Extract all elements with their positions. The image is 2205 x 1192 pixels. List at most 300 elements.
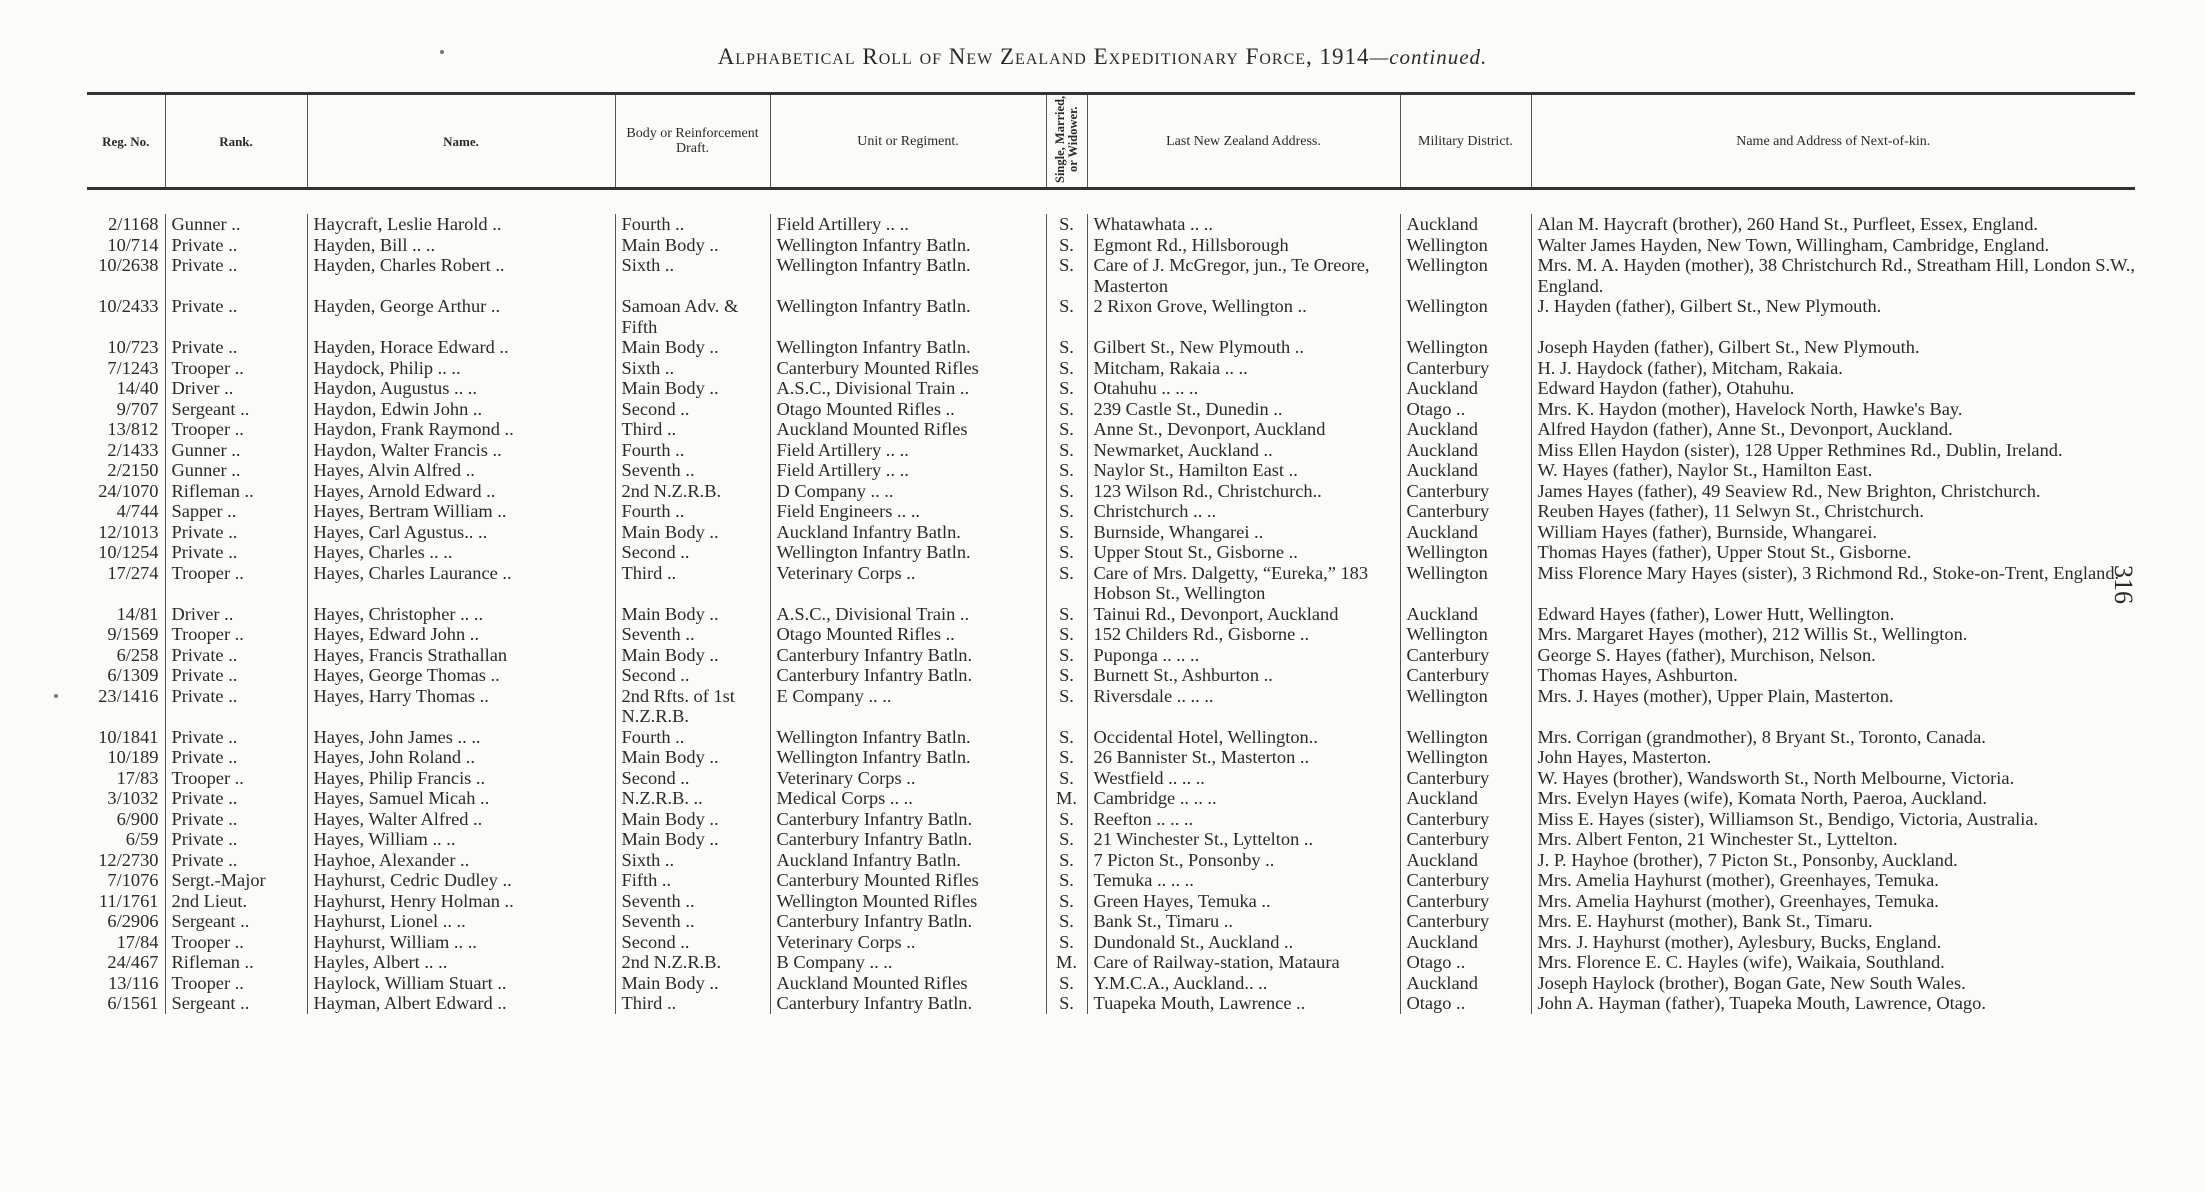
rank-cell: Private .. (165, 665, 307, 686)
kin-cell: Mrs. Albert Fenton, 21 Winchester St., Lyttelton. (1537, 829, 1898, 849)
roll-body (87, 189, 2135, 1014)
header-row (87, 94, 2135, 189)
rank-cell: Private .. (165, 522, 307, 543)
table-row (87, 788, 2135, 809)
marital-cell: S. (1046, 727, 1087, 748)
rank-cell: Private .. (165, 645, 307, 666)
kin-cell: Alan M. Haycraft (brother), 260 Hand St., Purfleet, Essex, England. (1537, 214, 2039, 234)
address-cell: Gilbert St., New Plymouth .. (1087, 337, 1400, 358)
district-cell: Wellington (1400, 255, 1531, 296)
address-cell: Anne St., Devonport, Auckland (1087, 419, 1400, 440)
unit-cell: Auckland Infantry Batln. (770, 850, 1046, 871)
page-title (0, 44, 2205, 70)
address-cell: Upper Stout St., Gisborne .. (1087, 542, 1400, 563)
unit-cell: A.S.C., Divisional Train .. (770, 378, 1046, 399)
table-row (87, 460, 2135, 481)
body-cell: Second .. (615, 932, 770, 953)
marital-cell: S. (1046, 686, 1087, 727)
body-cell: Fourth .. (615, 440, 770, 461)
district-cell: Auckland (1400, 522, 1531, 543)
district-cell: Wellington (1400, 747, 1531, 768)
name-cell: Hayes, Arnold Edward .. (307, 481, 615, 502)
rank-cell: Trooper .. (165, 419, 307, 440)
header-body: Body or Reinforcement Draft. (615, 94, 770, 189)
name-cell: Haydon, Walter Francis .. (307, 440, 615, 461)
reg-no-cell: 2/2150 (87, 460, 165, 481)
marital-cell: S. (1046, 296, 1087, 337)
marital-cell: S. (1046, 809, 1087, 830)
district-cell: Auckland (1400, 419, 1531, 440)
district-cell: Auckland (1400, 440, 1531, 461)
rank-cell: Gunner .. (165, 460, 307, 481)
unit-cell: E Company .. .. (770, 686, 1046, 727)
unit-cell: Field Artillery .. .. (770, 214, 1046, 235)
reg-no-cell: 12/1013 (87, 522, 165, 543)
marital-cell: S. (1046, 214, 1087, 235)
header-marital (1046, 94, 1087, 189)
reg-no-cell: 6/59 (87, 829, 165, 850)
body-cell: 2nd Rfts. of 1st N.Z.R.B. (615, 686, 770, 727)
rank-cell: Sergeant .. (165, 399, 307, 420)
reg-no-cell: 17/83 (87, 768, 165, 789)
name-cell: Haydon, Frank Raymond .. (307, 419, 615, 440)
district-cell: Wellington (1400, 624, 1531, 645)
header-name: Name. (307, 94, 615, 189)
reg-no-cell: 23/1416 (87, 686, 165, 727)
reg-no-cell: 9/1569 (87, 624, 165, 645)
table-row (87, 829, 2135, 850)
unit-cell: Veterinary Corps .. (770, 932, 1046, 953)
header-unit: Unit or Regiment. (770, 94, 1046, 189)
unit-cell: Canterbury Mounted Rifles (770, 870, 1046, 891)
unit-cell: Field Engineers .. .. (770, 501, 1046, 522)
name-cell: Haylock, William Stuart .. (307, 973, 615, 994)
district-cell: Canterbury (1400, 358, 1531, 379)
district-cell: Wellington (1400, 296, 1531, 337)
header-reg-no: Reg. No. (87, 94, 165, 189)
marital-cell: S. (1046, 337, 1087, 358)
kin-cell: Mrs. K. Haydon (mother), Havelock North, Hawke's Bay. (1537, 398, 1963, 419)
marital-cell: S. (1046, 255, 1087, 296)
address-cell: Tuapeka Mouth, Lawrence .. (1087, 993, 1400, 1014)
body-cell: Samoan Adv. & Fifth (615, 296, 770, 337)
unit-cell: Auckland Mounted Rifles (770, 973, 1046, 994)
unit-cell: Canterbury Infantry Batln. (770, 645, 1046, 666)
district-cell: Wellington (1400, 235, 1531, 256)
rank-cell: Trooper .. (165, 973, 307, 994)
district-cell: Auckland (1400, 378, 1531, 399)
marital-cell: S. (1046, 542, 1087, 563)
unit-cell: Medical Corps .. .. (770, 788, 1046, 809)
district-cell: Canterbury (1400, 891, 1531, 912)
body-cell: Main Body .. (615, 809, 770, 830)
marital-cell: S. (1046, 358, 1087, 379)
title-continued: —continued. (1369, 45, 1488, 69)
body-cell: Seventh .. (615, 911, 770, 932)
name-cell: Hayhurst, Lionel .. .. (307, 911, 615, 932)
rank-cell: Sergeant .. (165, 911, 307, 932)
district-cell: Auckland (1400, 932, 1531, 953)
name-cell: Hayden, Charles Robert .. (307, 255, 615, 296)
address-cell: 152 Childers Rd., Gisborne .. (1087, 624, 1400, 645)
reg-no-cell: 6/1561 (87, 993, 165, 1014)
rank-cell: Driver .. (165, 604, 307, 625)
kin-cell: W. Hayes (father), Naylor St., Hamilton East. (1537, 460, 1873, 480)
table-row (87, 993, 2135, 1014)
district-cell: Canterbury (1400, 481, 1531, 502)
district-cell: Canterbury (1400, 645, 1531, 666)
reg-no-cell: 10/2433 (87, 296, 165, 337)
body-cell: Main Body .. (615, 645, 770, 666)
reg-no-cell: 24/1070 (87, 481, 165, 502)
name-cell: Haydon, Augustus .. .. (307, 378, 615, 399)
district-cell: Auckland (1400, 604, 1531, 625)
header-kin: Name and Address of Next-of-kin. (1531, 94, 2135, 189)
address-cell: Newmarket, Auckland .. (1087, 440, 1400, 461)
district-cell: Wellington (1400, 727, 1531, 748)
name-cell: Hayhoe, Alexander .. (307, 850, 615, 871)
reg-no-cell: 24/467 (87, 952, 165, 973)
address-cell: Egmont Rd., Hillsborough (1087, 235, 1400, 256)
address-cell: Care of J. McGregor, jun., Te Oreore, Masterton (1087, 255, 1400, 296)
district-cell: Auckland (1400, 788, 1531, 809)
unit-cell: A.S.C., Divisional Train .. (770, 604, 1046, 625)
reg-no-cell: 17/84 (87, 932, 165, 953)
unit-cell: Wellington Infantry Batln. (770, 255, 1046, 296)
address-cell: 2 Rixon Grove, Wellington .. (1087, 296, 1400, 337)
name-cell: Hayes, John Roland .. (307, 747, 615, 768)
address-cell: 239 Castle St., Dunedin .. (1087, 399, 1400, 420)
table-row (87, 870, 2135, 891)
kin-cell: W. Hayes (brother), Wandsworth St., North Melbourne, Victoria. (1537, 767, 2015, 788)
table-row (87, 973, 2135, 994)
body-cell: Main Body .. (615, 378, 770, 399)
table-row (87, 378, 2135, 399)
unit-cell: Otago Mounted Rifles .. (770, 624, 1046, 645)
district-cell: Otago .. (1400, 952, 1531, 973)
address-cell: Naylor St., Hamilton East .. (1087, 460, 1400, 481)
unit-cell: Field Artillery .. .. (770, 440, 1046, 461)
address-cell: Y.M.C.A., Auckland.. .. (1087, 973, 1400, 994)
address-cell: 7 Picton St., Ponsonby .. (1087, 850, 1400, 871)
body-cell: Sixth .. (615, 358, 770, 379)
marital-cell: M. (1046, 952, 1087, 973)
address-cell: Whatawhata .. .. (1087, 214, 1400, 235)
kin-cell: Edward Haydon (father), Otahuhu. (1537, 378, 1795, 398)
marital-cell: S. (1046, 419, 1087, 440)
district-cell: Wellington (1400, 337, 1531, 358)
kin-cell: Miss Florence Mary Hayes (sister), 3 Richmond Rd., Stoke-on-Trent, England. (1537, 562, 2120, 583)
kin-cell: Thomas Hayes (father), Upper Stout St., Gisborne. (1537, 542, 1912, 562)
name-cell: Hayes, Alvin Alfred .. (307, 460, 615, 481)
table-row (87, 850, 2135, 871)
table-row (87, 440, 2135, 461)
reg-no-cell: 17/274 (87, 563, 165, 604)
rank-cell: Private .. (165, 727, 307, 748)
address-cell: Tainui Rd., Devonport, Auckland (1087, 604, 1400, 625)
district-cell: Canterbury (1400, 870, 1531, 891)
district-cell: Auckland (1400, 214, 1531, 235)
table-row (87, 214, 2135, 235)
address-cell: Reefton .. .. .. (1087, 809, 1400, 830)
table-row (87, 235, 2135, 256)
reg-no-cell: 4/744 (87, 501, 165, 522)
address-cell: 21 Winchester St., Lyttelton .. (1087, 829, 1400, 850)
margin-dot (54, 694, 58, 698)
table-row (87, 624, 2135, 645)
kin-cell: John A. Hayman (father), Tuapeka Mouth, Lawrence, Otago. (1537, 993, 1986, 1013)
marital-cell: S. (1046, 399, 1087, 420)
unit-cell: Veterinary Corps .. (770, 768, 1046, 789)
address-cell: 123 Wilson Rd., Christchurch.. (1087, 481, 1400, 502)
rank-cell: Private .. (165, 337, 307, 358)
kin-cell: Reuben Hayes (father), 11 Selwyn St., Christchurch. (1537, 501, 1924, 521)
rank-cell: Driver .. (165, 378, 307, 399)
table-row (87, 686, 2135, 727)
name-cell: Hayes, Walter Alfred .. (307, 809, 615, 830)
address-cell: Mitcham, Rakaia .. .. (1087, 358, 1400, 379)
kin-cell: Joseph Hayden (father), Gilbert St., New Plymouth. (1537, 337, 1920, 357)
kin-cell: William Hayes (father), Burnside, Whangarei. (1537, 521, 1878, 542)
body-cell: Main Body .. (615, 604, 770, 625)
reg-no-cell: 12/2730 (87, 850, 165, 871)
table-row (87, 542, 2135, 563)
body-cell: Fourth .. (615, 214, 770, 235)
reg-no-cell: 3/1032 (87, 788, 165, 809)
body-cell: Second .. (615, 399, 770, 420)
reg-no-cell: 7/1243 (87, 358, 165, 379)
unit-cell: Canterbury Infantry Batln. (770, 665, 1046, 686)
body-cell: Sixth .. (615, 255, 770, 296)
marital-cell: S. (1046, 973, 1087, 994)
name-cell: Hayes, Harry Thomas .. (307, 686, 615, 727)
unit-cell: Canterbury Infantry Batln. (770, 829, 1046, 850)
reg-no-cell: 6/258 (87, 645, 165, 666)
kin-cell: John Hayes, Masterton. (1537, 747, 1712, 767)
body-cell: Third .. (615, 563, 770, 604)
name-cell: Hayhurst, Henry Holman .. (307, 891, 615, 912)
kin-cell: Mrs. Margaret Hayes (mother), 212 Willis St., Wellington. (1537, 624, 1968, 644)
unit-cell: Field Artillery .. .. (770, 460, 1046, 481)
rank-cell: Gunner .. (165, 440, 307, 461)
kin-cell: Mrs. Evelyn Hayes (wife), Komata North, Paeroa, Auckland. (1537, 788, 1987, 808)
kin-cell: Mrs. M. A. Hayden (mother), 38 Christchurch Rd., Streatham Hill, London S.W., England. (1537, 255, 2135, 296)
marital-cell: S. (1046, 993, 1087, 1014)
body-cell: Seventh .. (615, 891, 770, 912)
rank-cell: Trooper .. (165, 358, 307, 379)
title-text: Alphabetical Roll of New Zealand Expeditionary Force, 1914 (717, 44, 1370, 69)
kin-cell: James Hayes (father), 49 Seaview Rd., New Brighton, Christchurch. (1537, 480, 2041, 501)
name-cell: Hayles, Albert .. .. (307, 952, 615, 973)
unit-cell: Auckland Infantry Batln. (770, 522, 1046, 543)
rank-cell: Private .. (165, 788, 307, 809)
table-row (87, 665, 2135, 686)
table-row (87, 563, 2135, 604)
unit-cell: Wellington Infantry Batln. (770, 727, 1046, 748)
district-cell: Canterbury (1400, 768, 1531, 789)
marital-cell: S. (1046, 235, 1087, 256)
rank-cell: Private .. (165, 686, 307, 727)
rank-cell: Private .. (165, 255, 307, 296)
name-cell: Hayes, Philip Francis .. (307, 768, 615, 789)
body-cell: Third .. (615, 993, 770, 1014)
body-cell: Main Body .. (615, 829, 770, 850)
body-cell: Main Body .. (615, 973, 770, 994)
district-cell: Canterbury (1400, 501, 1531, 522)
name-cell: Hayes, Charles .. .. (307, 542, 615, 563)
reg-no-cell: 10/2638 (87, 255, 165, 296)
rank-cell: Rifleman .. (165, 952, 307, 973)
unit-cell: B Company .. .. (770, 952, 1046, 973)
rank-cell: Sergeant .. (165, 993, 307, 1014)
rank-cell: Trooper .. (165, 624, 307, 645)
unit-cell: Wellington Infantry Batln. (770, 235, 1046, 256)
kin-cell: J. P. Hayhoe (brother), 7 Picton St., Ponsonby, Auckland. (1537, 849, 1958, 870)
body-cell: Sixth .. (615, 850, 770, 871)
address-cell: Occidental Hotel, Wellington.. (1087, 727, 1400, 748)
rank-cell: Private .. (165, 829, 307, 850)
table-row (87, 747, 2135, 768)
name-cell: Hayes, Carl Agustus.. .. (307, 522, 615, 543)
page-number: 316 (2109, 565, 2138, 604)
reg-no-cell: 6/2906 (87, 911, 165, 932)
table-row (87, 768, 2135, 789)
district-cell: Wellington (1400, 542, 1531, 563)
body-cell: 2nd N.Z.R.B. (615, 481, 770, 502)
marital-cell: S. (1046, 850, 1087, 871)
spacer-row (87, 189, 2135, 215)
marital-cell: S. (1046, 829, 1087, 850)
address-cell: Temuka .. .. .. (1087, 870, 1400, 891)
name-cell: Hayes, Bertram William .. (307, 501, 615, 522)
table-row (87, 809, 2135, 830)
rank-cell: Trooper .. (165, 932, 307, 953)
marital-cell: M. (1046, 788, 1087, 809)
kin-cell: Mrs. Amelia Hayhurst (mother), Greenhayes, Temuka. (1537, 890, 1939, 911)
address-cell: Green Hayes, Temuka .. (1087, 891, 1400, 912)
name-cell: Hayhurst, Cedric Dudley .. (307, 870, 615, 891)
district-cell: Wellington (1400, 563, 1531, 604)
body-cell: Main Body .. (615, 747, 770, 768)
roll-table (87, 92, 2135, 1014)
reg-no-cell: 10/1841 (87, 727, 165, 748)
unit-cell: Otago Mounted Rifles .. (770, 399, 1046, 420)
rank-cell: Trooper .. (165, 768, 307, 789)
marital-cell: S. (1046, 501, 1087, 522)
kin-cell: J. Hayden (father), Gilbert St., New Plymouth. (1537, 296, 1882, 316)
kin-cell: Mrs. Amelia Hayhurst (mother), Greenhayes, Temuka. (1537, 870, 1939, 890)
address-cell: Westfield .. .. .. (1087, 768, 1400, 789)
reg-no-cell: 10/189 (87, 747, 165, 768)
rank-cell: Private .. (165, 850, 307, 871)
table-row (87, 952, 2135, 973)
marital-cell: S. (1046, 645, 1087, 666)
unit-cell: D Company .. .. (770, 481, 1046, 502)
address-cell: Dundonald St., Auckland .. (1087, 932, 1400, 953)
address-cell: 26 Bannister St., Masterton .. (1087, 747, 1400, 768)
table-row (87, 727, 2135, 748)
body-cell: Seventh .. (615, 624, 770, 645)
reg-no-cell: 14/40 (87, 378, 165, 399)
name-cell: Haydon, Edwin John .. (307, 399, 615, 420)
unit-cell: Veterinary Corps .. (770, 563, 1046, 604)
kin-cell: Mrs. Corrigan (grandmother), 8 Bryant St., Toronto, Canada. (1537, 726, 1986, 747)
marital-cell: S. (1046, 870, 1087, 891)
district-cell: Otago .. (1400, 399, 1531, 420)
name-cell: Haycraft, Leslie Harold .. (307, 214, 615, 235)
header-rank: Rank. (165, 94, 307, 189)
marital-cell: S. (1046, 665, 1087, 686)
marital-cell: S. (1046, 604, 1087, 625)
district-cell: Canterbury (1400, 665, 1531, 686)
name-cell: Hayden, Bill .. .. (307, 235, 615, 256)
unit-cell: Auckland Mounted Rifles (770, 419, 1046, 440)
table-row (87, 501, 2135, 522)
table-row (87, 399, 2135, 420)
name-cell: Hayes, William .. .. (307, 829, 615, 850)
reg-no-cell: 13/116 (87, 973, 165, 994)
address-cell: Otahuhu .. .. .. (1087, 378, 1400, 399)
table-row (87, 255, 2135, 296)
marital-cell: S. (1046, 522, 1087, 543)
address-cell: Cambridge .. .. .. (1087, 788, 1400, 809)
reg-no-cell: 2/1168 (87, 214, 165, 235)
kin-cell: Thomas Hayes, Ashburton. (1537, 665, 1738, 685)
table-row (87, 891, 2135, 912)
margin-dot (440, 50, 444, 54)
body-cell: Main Body .. (615, 235, 770, 256)
reg-no-cell: 11/1761 (87, 891, 165, 912)
rank-cell: Sapper .. (165, 501, 307, 522)
address-cell: Care of Railway-station, Mataura (1087, 952, 1400, 973)
marital-cell: S. (1046, 891, 1087, 912)
unit-cell: Wellington Mounted Rifles (770, 891, 1046, 912)
name-cell: Hayes, John James .. .. (307, 727, 615, 748)
unit-cell: Wellington Infantry Batln. (770, 337, 1046, 358)
reg-no-cell: 6/900 (87, 809, 165, 830)
body-cell: Second .. (615, 665, 770, 686)
header-address: Last New Zealand Address. (1087, 94, 1400, 189)
table-row (87, 604, 2135, 625)
unit-cell: Canterbury Infantry Batln. (770, 911, 1046, 932)
rank-cell: Private .. (165, 542, 307, 563)
reg-no-cell: 7/1076 (87, 870, 165, 891)
district-cell: Wellington (1400, 686, 1531, 727)
unit-cell: Canterbury Infantry Batln. (770, 809, 1046, 830)
table-row (87, 419, 2135, 440)
rank-cell: Private .. (165, 296, 307, 337)
name-cell: Hayes, George Thomas .. (307, 665, 615, 686)
marital-cell: S. (1046, 481, 1087, 502)
name-cell: Hayden, Horace Edward .. (307, 337, 615, 358)
district-cell: Auckland (1400, 460, 1531, 481)
kin-cell: George S. Hayes (father), Murchison, Nelson. (1537, 644, 1876, 665)
name-cell: Hayes, Francis Strathallan (307, 645, 615, 666)
body-cell: Main Body .. (615, 337, 770, 358)
district-cell: Canterbury (1400, 829, 1531, 850)
district-cell: Canterbury (1400, 911, 1531, 932)
body-cell: Second .. (615, 542, 770, 563)
name-cell: Haydock, Philip .. .. (307, 358, 615, 379)
rank-cell: 2nd Lieut. (165, 891, 307, 912)
reg-no-cell: 10/723 (87, 337, 165, 358)
marital-cell: S. (1046, 563, 1087, 604)
rank-cell: Private .. (165, 235, 307, 256)
address-cell: Riversdale .. .. .. (1087, 686, 1400, 727)
header-district: Military District. (1400, 94, 1531, 189)
kin-cell: Mrs. J. Hayhurst (mother), Aylesbury, Bucks, England. (1537, 931, 1942, 952)
body-cell: Third .. (615, 419, 770, 440)
